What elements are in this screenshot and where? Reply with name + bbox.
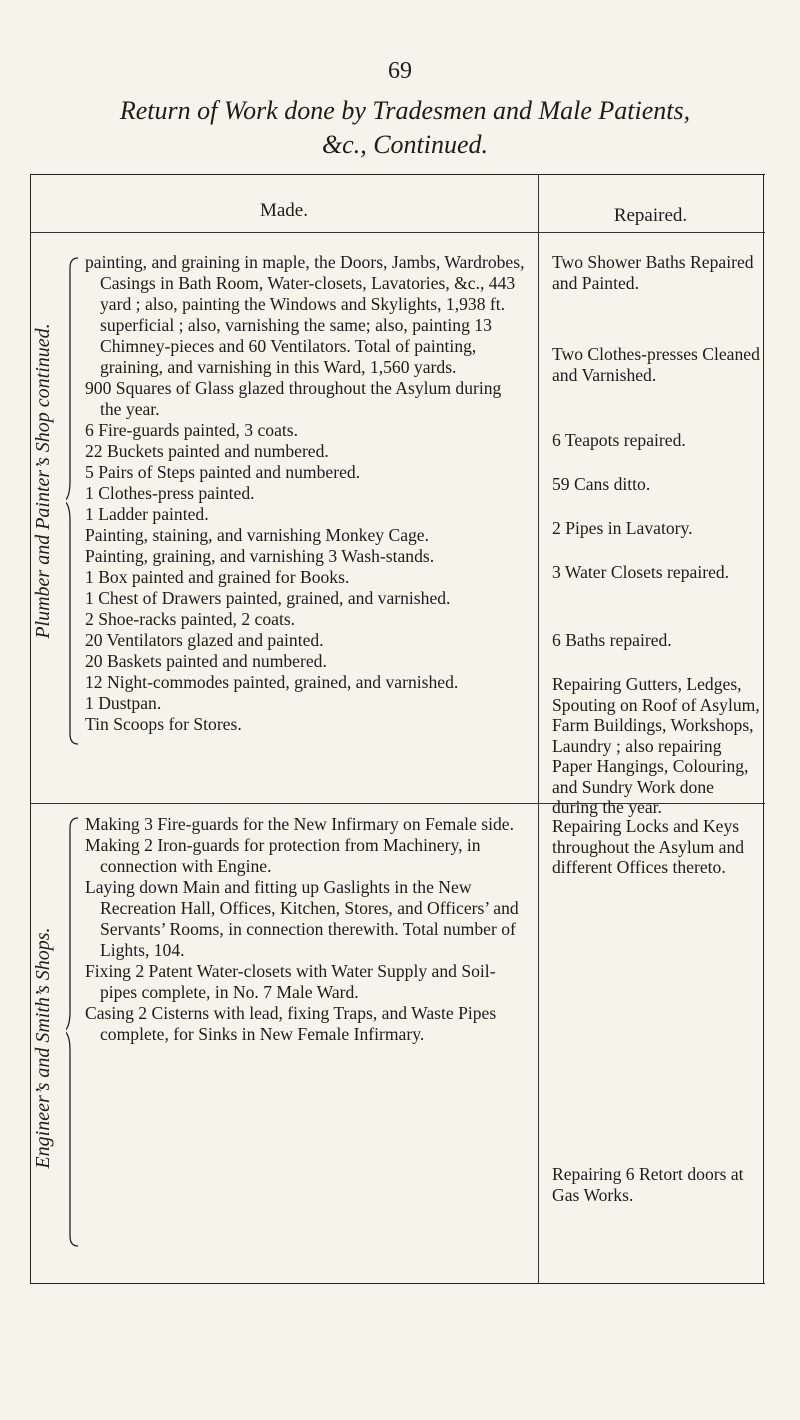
list-item: 1 Box painted and grained for Books.	[85, 567, 350, 587]
list-item: 1 Chest of Drawers painted, grained, and varnished.	[85, 588, 451, 608]
list-item: Painting, staining, and varnishing Monkey Cage.	[85, 525, 430, 545]
list-item: Laying down Main and fitting up Gaslights in the New Recreation Hall, Offices, Kitchen, Stores, and Officers’ and Servants’ Rooms, in connection therewith. Total number of Lights, 104.	[85, 877, 519, 960]
section-label-plumber: Plumber and Painter’s Shop continued.	[32, 323, 54, 639]
page-title	[30, 94, 780, 162]
list-item: 1 Dustpan.	[85, 693, 162, 713]
list-item: Two Clothes-presses Cleaned and Varnished.	[552, 344, 760, 385]
list-item: 59 Cans ditto.	[552, 474, 651, 494]
header-rule	[30, 232, 765, 233]
list-item: Tin Scoops for Stores.	[85, 714, 242, 734]
list-item: 2 Shoe-racks painted, 2 coats.	[85, 609, 296, 629]
list-item: Painting, graining, and varnishing 3 Wash-stands.	[85, 546, 435, 566]
list-item: Repairing Locks and Keys throughout the Asylum and different Offices thereto.	[552, 816, 745, 877]
page-number: 69	[388, 58, 412, 84]
list-item: Casing 2 Cisterns with lead, fixing Traps, and Waste Pipes complete, for Sinks in New Female Infirmary.	[85, 1003, 497, 1044]
list-item: Repairing 6 Retort doors at Gas Works.	[552, 1164, 744, 1205]
list-item: 3 Water Closets repaired.	[552, 562, 730, 582]
list-item: painting, and graining in maple, the Doors, Jambs, Wardrobes, Casings in Bath Room, Water-closets, Lavatories, &c., 443 yard ; also, painting the Windows and Skylights, 1,938 ft. superficial ; also, varnishing the same; also, painting 13 Chimney-pieces and 60 Ventilators. Total of painting, graining, and varnishing in this Ward, 1,560 yards.	[85, 252, 525, 377]
table-border-top	[30, 174, 765, 175]
header-repaired: Repaired.	[613, 205, 688, 226]
list-item: 900 Squares of Glass glazed throughout the Asylum during the year.	[85, 378, 502, 419]
made-list-section-2	[85, 814, 530, 1045]
table-border-right	[763, 174, 764, 1284]
list-item: 6 Baths repaired.	[552, 630, 672, 650]
list-item: Making 3 Fire-guards for the New Infirmary on Female side.	[85, 814, 514, 834]
brace-section-1	[66, 256, 82, 746]
title-line-1: Return of Work done by Tradesmen and Male Patients,	[119, 96, 691, 125]
list-item: Repairing Gutters, Ledges, Spouting on Roof of Asylum, Farm Buildings, Workshops, Laundry ; also repairing Paper Hangings, Colouring, and Sundry Work done during the year.	[552, 674, 760, 817]
column-divider	[538, 174, 539, 1284]
list-item: 22 Buckets painted and numbered.	[85, 441, 329, 461]
list-item: 12 Night-commodes painted, grained, and varnished.	[85, 672, 459, 692]
list-item: Two Shower Baths Repaired and Painted.	[552, 252, 754, 293]
made-list-section-1	[85, 252, 525, 735]
table-border-bottom	[30, 1283, 765, 1284]
list-item: 1 Ladder painted.	[85, 504, 209, 524]
section-label-engineer: Engineer’s and Smith’s Shops.	[32, 927, 54, 1169]
list-item: 1 Clothes-press painted.	[85, 483, 255, 503]
list-item: 20 Ventilators glazed and painted.	[85, 630, 324, 650]
header-made: Made.	[259, 200, 308, 221]
title-line-2: &c., Continued.	[321, 130, 489, 159]
list-item: Fixing 2 Patent Water-closets with Water Supply and Soil-pipes complete, in No. 7 Male Ward.	[85, 961, 496, 1002]
list-item: 5 Pairs of Steps painted and numbered.	[85, 462, 361, 482]
list-item: 6 Teapots repaired.	[552, 430, 686, 450]
list-item: 2 Pipes in Lavatory.	[552, 518, 693, 538]
brace-section-2	[66, 816, 82, 1248]
list-item: Making 2 Iron-guards for protection from Machinery, in connection with Engine.	[85, 835, 481, 876]
list-item: 6 Fire-guards painted, 3 coats.	[85, 420, 299, 440]
table-border-left	[30, 174, 31, 1284]
list-item: 20 Baskets painted and numbered.	[85, 651, 327, 671]
